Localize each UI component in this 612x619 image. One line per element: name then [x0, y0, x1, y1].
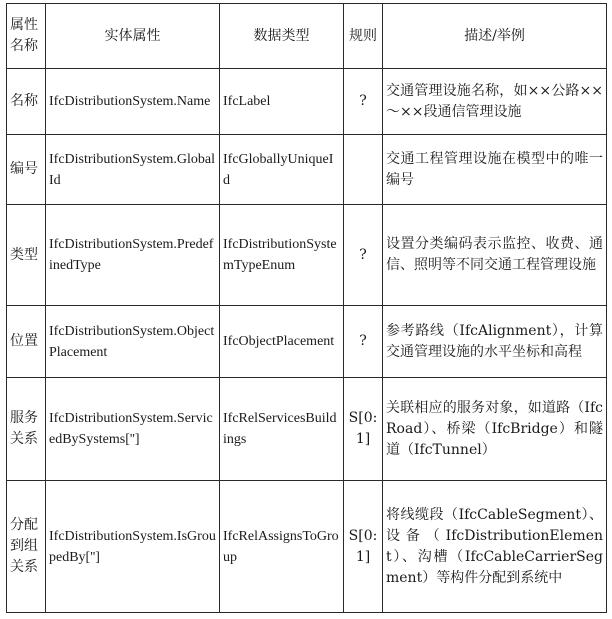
row-description: 交通工程管理设施在模型中的唯一编号	[383, 135, 607, 205]
row-label: 位置	[7, 306, 46, 378]
row-rule: ?	[344, 69, 383, 135]
table-row	[7, 481, 607, 613]
row-data-type: IfcDistributionSystemTypeEnum	[220, 205, 344, 306]
header-row	[7, 4, 607, 69]
row-label: 名称	[7, 69, 46, 135]
row-entity-attribute: IfcDistributionSystem.PredefinedType	[46, 205, 220, 306]
row-data-type: IfcRelAssignsToGroup	[220, 481, 344, 613]
row-rule: ?	[344, 205, 383, 306]
table-row	[7, 378, 607, 481]
row-label: 类型	[7, 205, 46, 306]
attribute-spec-table	[6, 3, 607, 613]
row-label: 服务关系	[7, 378, 46, 481]
header-data-type: 数据类型	[220, 4, 344, 69]
row-data-type: IfcGloballyUniqueId	[220, 135, 344, 205]
row-rule: S[0:1]	[344, 378, 383, 481]
row-label: 编号	[7, 135, 46, 205]
table-row	[7, 306, 607, 378]
row-description: 设置分类编码表示监控、收费、通信、照明等不同交通工程管理设施	[383, 205, 607, 306]
row-rule: S[0:1]	[344, 481, 383, 613]
row-entity-attribute: IfcDistributionSystem.ServicedBySystems['']	[46, 378, 220, 481]
row-entity-attribute: IfcDistributionSystem.IsGroupedBy['']	[46, 481, 220, 613]
table-row	[7, 205, 607, 306]
row-label: 分配到组关系	[7, 481, 46, 613]
row-rule	[344, 135, 383, 205]
row-rule: ?	[344, 306, 383, 378]
row-data-type: IfcRelServicesBuildings	[220, 378, 344, 481]
row-entity-attribute: IfcDistributionSystem.ObjectPlacement	[46, 306, 220, 378]
header-rule: 规则	[344, 4, 383, 69]
header-label: 属性名称	[7, 4, 46, 69]
row-description: 将线缆段（IfcCableSegment）、设备（IfcDistributionElement）、沟槽（IfcCableCarrierSegment）等构件分配到系统中	[383, 481, 607, 613]
header-description: 描述/举例	[383, 4, 607, 69]
table-row	[7, 69, 607, 135]
row-entity-attribute: IfcDistributionSystem.GlobalId	[46, 135, 220, 205]
row-description: 参考路线（IfcAlignment），计算交通管理设施的水平坐标和高程	[383, 306, 607, 378]
row-data-type: IfcLabel	[220, 69, 344, 135]
row-description: 关联相应的服务对象，如道路（IfcRoad）、桥梁（IfcBridge）和隧道（IfcTunnel）	[383, 378, 607, 481]
header-entity-attribute: 实体属性	[46, 4, 220, 69]
table-row	[7, 135, 607, 205]
row-description: 交通管理设施名称，如××公路××～××段通信管理设施	[383, 69, 607, 135]
row-entity-attribute: IfcDistributionSystem.Name	[46, 69, 220, 135]
row-data-type: IfcObjectPlacement	[220, 306, 344, 378]
